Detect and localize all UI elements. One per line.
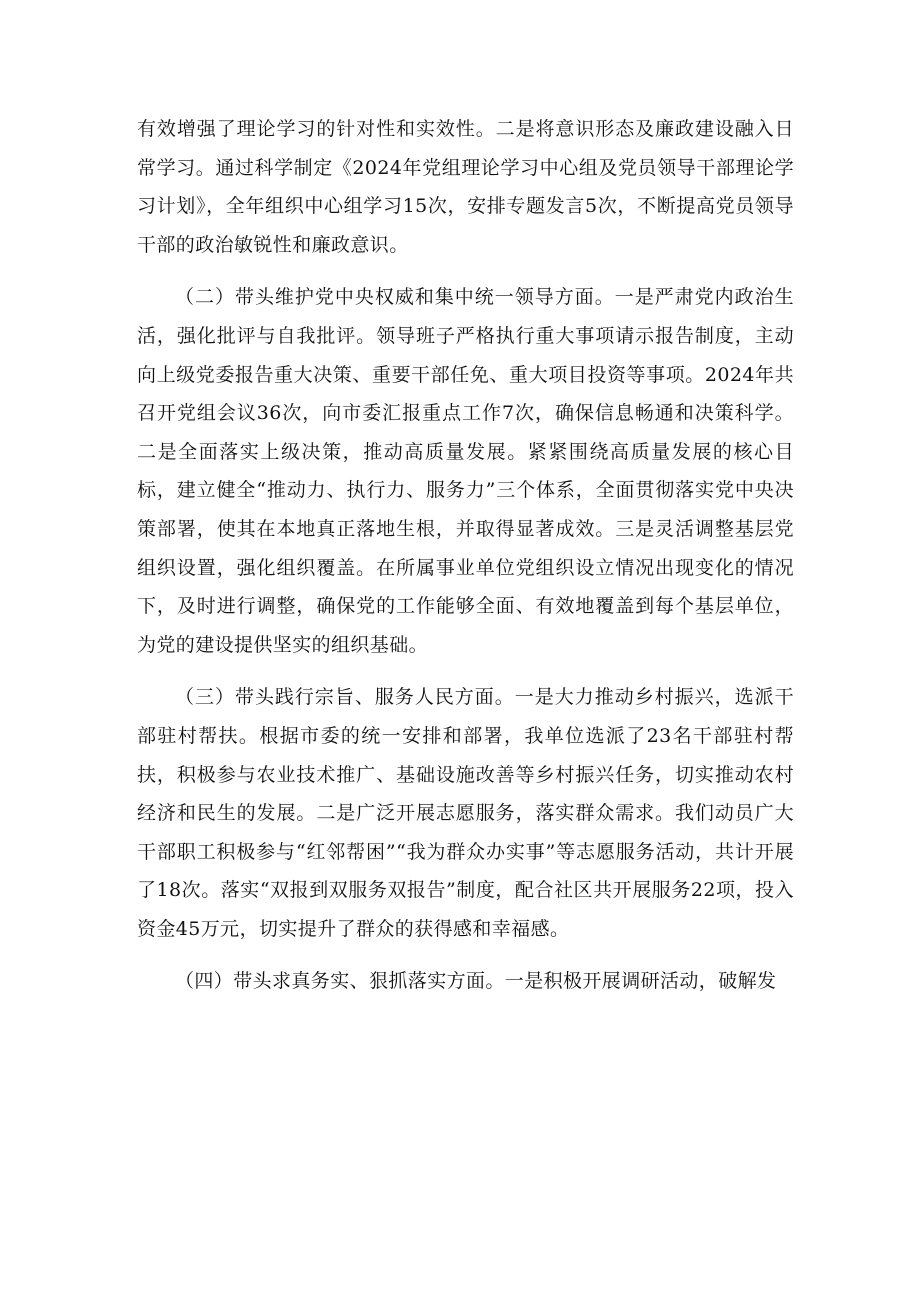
paragraph-3: （三）带头践行宗旨、服务人民方面。一是大力推动乡村振兴，选派干部驻村帮扶。根据市委的统一安排和部署，我单位选派了23名干部驻村帮扶，积极参与农业技术推广、基础设施改善等乡村振兴任务，切实推动农村经济和民生的发展。二是广泛开展志愿服务，落实群众需求。我们动员广大干部职工积极参与“红邻帮困”“我为群众办实事”等志愿服务活动，共计开展了18次。落实“双报到双服务双报告”制度，配合社区共开展服务22项，投入资金45万元，切实提升了群众的获得感和幸福感。 <box>137 686 794 940</box>
paragraph-1: 有效增强了理论学习的针对性和实效性。二是将意识形态及廉政建设融入日常学习。通过科学制定《2024年党组理论学习中心组及党员领导干部理论学习计划》，全年组织中心组学习15次，安排专题发言5次，不断提高党员领导干部的政治敏锐性和廉政意识。 <box>137 118 794 256</box>
paragraph-4: （四）带头求真务实、狠抓落实方面。一是积极开展调研活动，破解发 <box>175 970 777 993</box>
paragraph-2: （二）带头维护党中央权威和集中统一领导方面。一是严肃党内政治生活，强化批评与自我批评。领导班子严格执行重大事项请示报告制度，主动向上级党委报告重大决策、重要干部任免、重大项目投资等事项。2024年共召开党组会议36次，向市委汇报重点工作7次，确保信息畅通和决策科学。二是全面落实上级决策，推动高质量发展。紧紧围绕高质量发展的核心目标，建立健全“推动力、执行力、服务力”三个体系，全面贯彻落实党中央决策部署，使其在本地真正落地生根，并取得显著成效。三是灵活调整基层党组织设置，强化组织覆盖。在所属事业单位党组织设立情况出现变化的情况下，及时进行调整，确保党的工作能够全面、有效地覆盖到每个基层单位，为党的建设提供坚实的组织基础。 <box>137 286 794 656</box>
document-body <box>137 110 794 1001</box>
